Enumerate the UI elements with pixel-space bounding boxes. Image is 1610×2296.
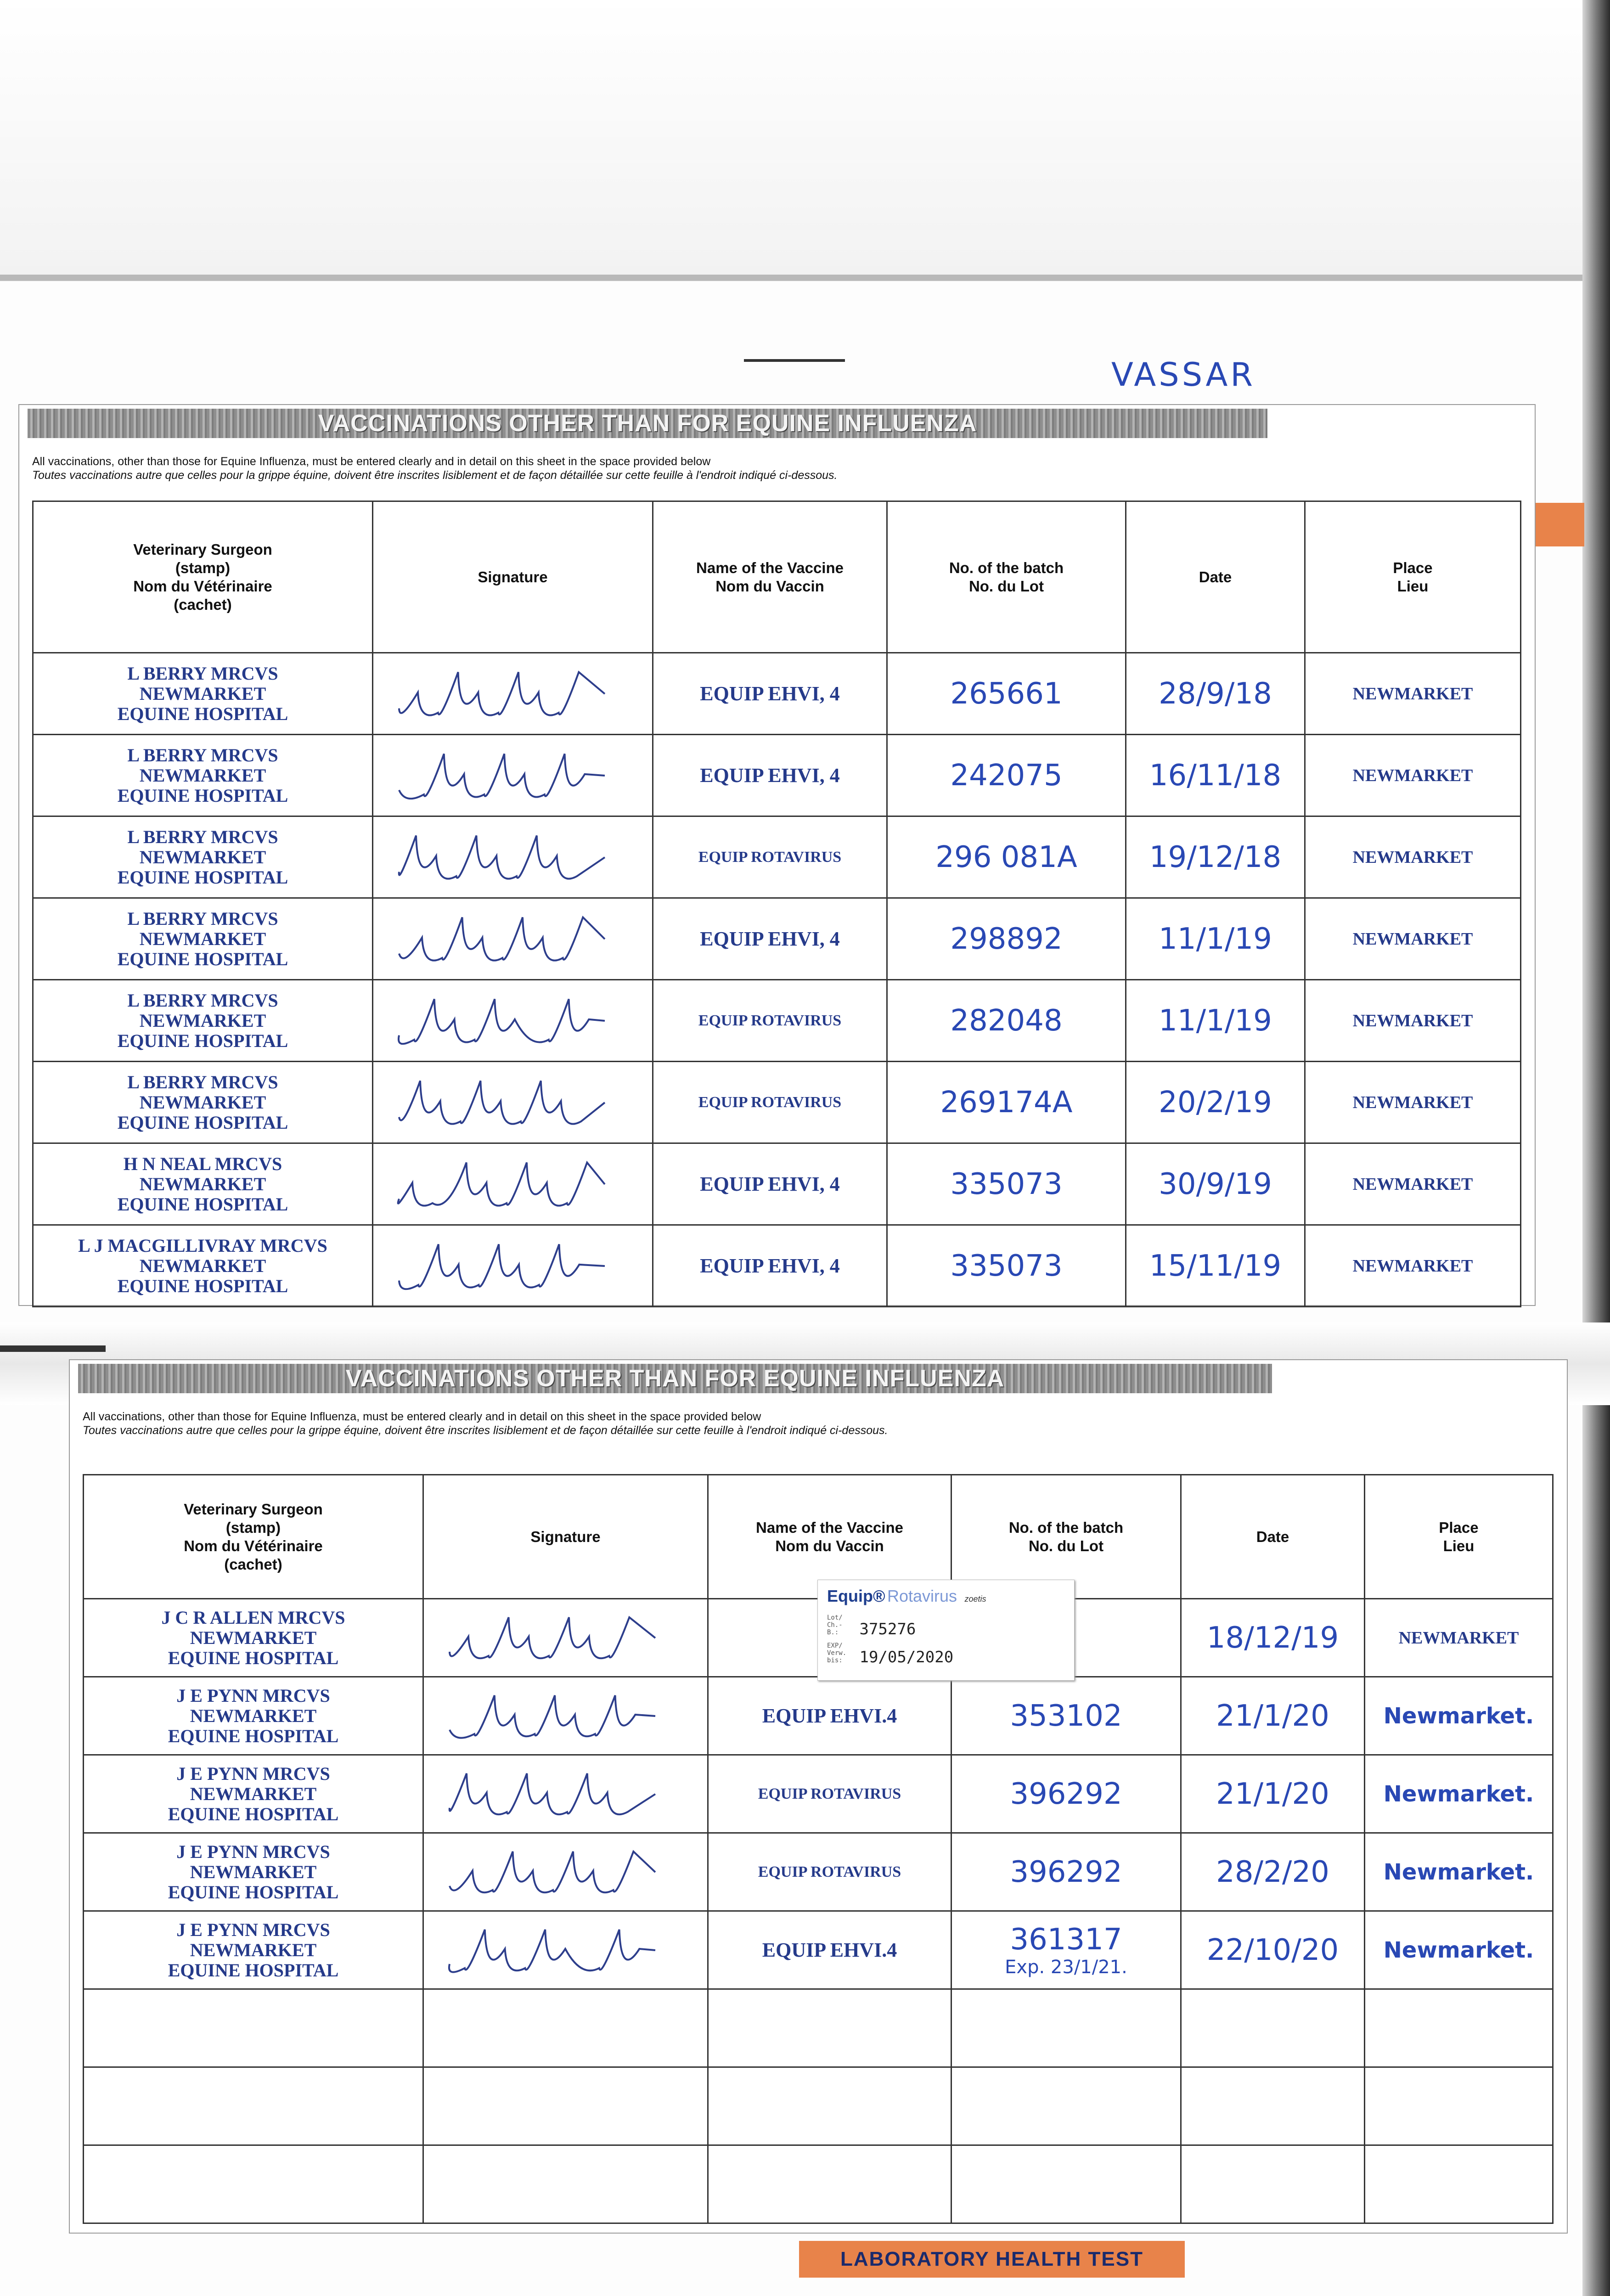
signature-scribble — [424, 1838, 681, 1907]
batch-number: 265661 — [950, 676, 1063, 711]
page-fold-mark — [0, 1345, 106, 1352]
sheet2-title-banner — [78, 1364, 1272, 1393]
vet-stamp-cell — [84, 1755, 423, 1833]
vet-name: H N NEAL MRCVS — [123, 1153, 282, 1174]
place-stamp: NEWMARKET — [1352, 1256, 1473, 1276]
place-stamp: NEWMARKET — [1352, 765, 1473, 785]
vet-stamp-cell — [84, 2145, 423, 2223]
vet-hospital: EQUINE HOSPITAL — [117, 1030, 288, 1051]
vet-name: L BERRY MRCVS — [127, 908, 278, 929]
place-cell — [1305, 980, 1521, 1062]
batch-number-cell — [887, 1062, 1126, 1143]
table-row — [33, 1062, 1521, 1143]
date-cell — [1126, 898, 1305, 980]
date-cell — [1126, 1225, 1305, 1307]
sticker-brand: Equip® — [827, 1587, 885, 1605]
table-row — [84, 1755, 1553, 1833]
pen-mark — [744, 359, 845, 362]
date-cell — [1126, 735, 1305, 816]
signature-scribble — [424, 1604, 681, 1672]
vet-stamp-cell — [33, 1225, 373, 1307]
place-cell — [1305, 898, 1521, 980]
vaccine-name-cell — [708, 1833, 951, 1911]
sticker-product: Rotavirus — [887, 1587, 957, 1605]
sticker-exp: 19/05/2020 — [859, 1648, 954, 1666]
place-stamp: NEWMARKET — [1352, 684, 1473, 703]
vet-hospital: EQUINE HOSPITAL — [117, 948, 288, 969]
date-cell — [1126, 1143, 1305, 1225]
place-cell — [1305, 1062, 1521, 1143]
header-place — [1305, 501, 1521, 653]
header-batch-line2: No. du Lot — [968, 577, 1044, 595]
vet-practice: NEWMARKET — [139, 765, 266, 786]
vet-practice: NEWMARKET — [190, 1627, 317, 1648]
batch-number: 269174A — [940, 1085, 1073, 1120]
vet-hospital: EQUINE HOSPITAL — [117, 1275, 288, 1296]
page-fold — [0, 275, 1584, 281]
batch-number: 396292 — [1010, 1777, 1122, 1811]
header-vet-line3: Nom du Vétérinaire — [184, 1537, 323, 1554]
vaccine-name: EQUIP ROTAVIRUS — [698, 848, 842, 866]
vet-name: J E PYNN MRCVS — [176, 1841, 330, 1862]
header-batch-line1: No. of the batch — [949, 559, 1064, 576]
place-cell — [1305, 1143, 1521, 1225]
handwritten-annotation: VASSAR — [1111, 356, 1255, 394]
vaccination-date: 20/2/19 — [1159, 1085, 1272, 1120]
table-row — [33, 653, 1521, 735]
place-stamp: NEWMARKET — [1398, 1628, 1519, 1648]
header-vaccine-line1: Name of the Vaccine — [696, 559, 844, 576]
place-stamp: NEWMARKET — [1352, 929, 1473, 949]
vet-stamp-cell — [84, 1677, 423, 1755]
batch-note: Exp. 23/1/21. — [1005, 1956, 1127, 1978]
place-handwritten: Newmarket. — [1383, 1937, 1534, 1963]
vet-name: L BERRY MRCVS — [127, 826, 278, 847]
scan-edge — [1582, 0, 1610, 2296]
vaccine-name-cell — [653, 653, 887, 735]
vet-practice: NEWMARKET — [139, 1173, 266, 1194]
batch-number-cell — [887, 898, 1126, 980]
table-row — [33, 816, 1521, 898]
sticker-lot-label: Lot/ Ch.-B.: — [827, 1614, 843, 1636]
vaccination-date: 16/11/18 — [1149, 758, 1282, 793]
place-cell — [1365, 1755, 1553, 1833]
place-cell — [1305, 653, 1521, 735]
place-stamp: NEWMARKET — [1352, 847, 1473, 867]
date-cell — [1181, 1677, 1365, 1755]
batch-number: 298892 — [950, 922, 1063, 956]
batch-number: 396292 — [1010, 1855, 1122, 1889]
vet-stamp-cell — [33, 735, 373, 816]
vet-hospital: EQUINE HOSPITAL — [117, 785, 288, 806]
table-row — [33, 735, 1521, 816]
vaccine-name: EQUIP EHVI, 4 — [700, 764, 840, 787]
vet-name: J E PYNN MRCVS — [176, 1919, 330, 1940]
batch-number-cell — [951, 1677, 1181, 1755]
vet-practice: NEWMARKET — [190, 1705, 317, 1726]
vet-hospital: EQUINE HOSPITAL — [168, 1803, 339, 1824]
batch-number-cell — [951, 1911, 1181, 1989]
date-cell — [1126, 816, 1305, 898]
vet-name: J E PYNN MRCVS — [176, 1763, 330, 1784]
vet-hospital: EQUINE HOSPITAL — [168, 1881, 339, 1902]
vaccine-name-cell — [708, 1677, 951, 1755]
table-row — [84, 1989, 1553, 2067]
table-row — [84, 1911, 1553, 1989]
vet-stamp-cell — [33, 980, 373, 1062]
batch-number-cell — [951, 1755, 1181, 1833]
sheet1-title: VACCINATIONS OTHER THAN FOR EQUINE INFLUENZA — [318, 410, 977, 437]
vaccine-name-cell — [653, 1062, 887, 1143]
next-page-tab-label: LABORATORY HEALTH TEST — [840, 2248, 1143, 2270]
vet-practice: NEWMARKET — [139, 1010, 266, 1031]
signature-cell — [373, 1143, 653, 1225]
vet-hospital: EQUINE HOSPITAL — [117, 867, 288, 888]
vaccination-date: 21/1/20 — [1216, 1777, 1329, 1811]
vet-name: J C R ALLEN MRCVS — [161, 1607, 345, 1628]
vaccine-name: EQUIP EHVI, 4 — [700, 1173, 840, 1195]
header-batch-line2: No. du Lot — [1028, 1537, 1104, 1554]
vaccine-name-cell — [708, 1911, 951, 1989]
date-cell — [1181, 1833, 1365, 1911]
vet-practice: NEWMARKET — [139, 1255, 266, 1276]
signature-cell — [423, 1755, 708, 1833]
header-date: Date — [1181, 1475, 1365, 1599]
vaccine-name: EQUIP EHVI.4 — [762, 1705, 897, 1727]
vaccination-date: 11/1/19 — [1159, 922, 1272, 956]
header-signature: Signature — [373, 501, 653, 653]
vet-stamp-cell — [33, 653, 373, 735]
signature-cell — [423, 1911, 708, 1989]
signature-scribble — [424, 1916, 681, 1985]
sheet2-instruction-en: All vaccinations, other than those for Equine Influenza, must be entered clearly and in detail on this sheet in the space provided below — [83, 1410, 761, 1423]
header-vaccine-line2: Nom du Vaccin — [775, 1537, 884, 1554]
batch-number-cell — [887, 1143, 1126, 1225]
signature-cell — [373, 1225, 653, 1307]
date-cell — [1181, 2145, 1365, 2223]
header-signature: Signature — [423, 1475, 708, 1599]
vet-stamp-cell — [84, 1599, 423, 1677]
vet-hospital: EQUINE HOSPITAL — [117, 1193, 288, 1215]
vet-name: L BERRY MRCVS — [127, 990, 278, 1011]
vet-name: L BERRY MRCVS — [127, 663, 278, 684]
sticker-lot-row — [827, 1614, 1065, 1638]
vaccination-date: 21/1/20 — [1216, 1699, 1329, 1733]
sheet1-title-banner — [28, 409, 1267, 438]
vaccination-date: 18/12/19 — [1206, 1621, 1339, 1655]
next-page-tab — [799, 2241, 1185, 2278]
header-vet-line2: (stamp) — [225, 1519, 281, 1536]
vaccine-name-cell — [653, 898, 887, 980]
date-cell — [1181, 1911, 1365, 1989]
vaccine-batch-sticker — [817, 1580, 1075, 1681]
date-cell — [1181, 1755, 1365, 1833]
vaccine-name-cell — [653, 980, 887, 1062]
vet-hospital: EQUINE HOSPITAL — [168, 1725, 339, 1746]
vaccine-name-cell — [653, 735, 887, 816]
header-vaccine — [653, 501, 887, 653]
place-stamp: NEWMARKET — [1352, 1011, 1473, 1030]
signature-cell — [423, 1989, 708, 2067]
batch-number: 335073 — [950, 1249, 1063, 1283]
table-row — [84, 2067, 1553, 2145]
signature-scribble — [373, 1230, 630, 1302]
sticker-maker: zoetis — [964, 1594, 986, 1604]
vaccine-name: EQUIP ROTAVIRUS — [698, 1012, 842, 1029]
place-stamp: NEWMARKET — [1352, 1174, 1473, 1194]
signature-cell — [423, 1833, 708, 1911]
sticker-exp-row — [827, 1642, 1065, 1666]
header-date: Date — [1126, 501, 1305, 653]
batch-number-cell — [951, 2067, 1181, 2145]
signature-cell — [373, 898, 653, 980]
table-row — [33, 1143, 1521, 1225]
sticker-lot: 375276 — [859, 1620, 916, 1638]
sheet2-instructions — [83, 1410, 1552, 1437]
header-place-line1: Place — [1393, 559, 1433, 576]
vet-stamp-cell — [33, 898, 373, 980]
batch-number-cell — [951, 1833, 1181, 1911]
signature-cell — [423, 2067, 708, 2145]
signature-cell — [373, 816, 653, 898]
vaccine-name: EQUIP EHVI, 4 — [700, 682, 840, 705]
header-vet-line4: (cachet) — [224, 1555, 282, 1573]
vaccination-date: 30/9/19 — [1159, 1167, 1272, 1201]
vaccine-name: EQUIP ROTAVIRUS — [698, 1093, 842, 1111]
vet-name: L BERRY MRCVS — [127, 1071, 278, 1092]
table-row — [84, 1677, 1553, 1755]
vet-stamp-cell — [33, 1062, 373, 1143]
place-cell — [1305, 816, 1521, 898]
vaccine-name-cell — [653, 1143, 887, 1225]
vet-stamp-cell — [84, 1989, 423, 2067]
place-cell — [1305, 735, 1521, 816]
vet-hospital: EQUINE HOSPITAL — [117, 703, 288, 724]
signature-scribble — [373, 903, 630, 975]
batch-number: 282048 — [950, 1003, 1063, 1038]
vaccine-name-cell — [708, 1989, 951, 2067]
vet-name: L J MACGILLIVRAY MRCVS — [78, 1235, 327, 1256]
date-cell — [1126, 1062, 1305, 1143]
table-row — [33, 980, 1521, 1062]
signature-scribble — [424, 1760, 681, 1829]
vaccination-date: 22/10/20 — [1206, 1933, 1339, 1967]
place-handwritten: Newmarket. — [1383, 1703, 1534, 1729]
signature-scribble — [373, 1066, 630, 1139]
header-vet-line1: Veterinary Surgeon — [184, 1500, 323, 1518]
vaccination-date: 19/12/18 — [1149, 840, 1282, 874]
batch-number: 242075 — [950, 758, 1063, 793]
batch-number-cell — [951, 2145, 1181, 2223]
table-row — [84, 2145, 1553, 2223]
signature-scribble — [424, 1682, 681, 1750]
signature-scribble — [373, 985, 630, 1057]
place-cell — [1365, 1911, 1553, 1989]
vaccine-name: EQUIP EHVI, 4 — [700, 928, 840, 950]
signature-cell — [373, 980, 653, 1062]
header-place — [1365, 1475, 1553, 1599]
place-cell — [1365, 2067, 1553, 2145]
date-cell — [1126, 653, 1305, 735]
signature-scribble — [373, 821, 630, 894]
date-cell — [1181, 1989, 1365, 2067]
place-cell — [1365, 1833, 1553, 1911]
batch-number-cell — [887, 1225, 1126, 1307]
place-stamp: NEWMARKET — [1352, 1092, 1473, 1112]
date-cell — [1126, 980, 1305, 1062]
header-vet — [33, 501, 373, 653]
sheet1-instructions — [32, 455, 1502, 482]
table-row — [84, 1833, 1553, 1911]
vet-practice: NEWMARKET — [139, 1092, 266, 1113]
batch-number: 296 081A — [935, 840, 1077, 874]
signature-scribble — [373, 1148, 630, 1221]
table-row — [33, 898, 1521, 980]
vaccination-date: 28/2/20 — [1216, 1855, 1329, 1889]
vet-practice: NEWMARKET — [139, 928, 266, 949]
vet-name: L BERRY MRCVS — [127, 744, 278, 765]
batch-number-cell — [951, 1989, 1181, 2067]
sticker-exp-label: EXP/ Verw. bis: — [827, 1642, 847, 1664]
sheet1-instruction-fr: Toutes vaccinations autre que celles pour la grippe équine, doivent être inscrites lisiblement et de façon détaillée sur cette feuille à l'endroit indiqué ci-dessous. — [32, 469, 838, 482]
signature-cell — [423, 1677, 708, 1755]
signature-cell — [373, 1062, 653, 1143]
vet-practice: NEWMARKET — [190, 1939, 317, 1960]
place-cell — [1305, 1225, 1521, 1307]
batch-number-cell — [887, 816, 1126, 898]
vaccine-name-cell — [653, 1225, 887, 1307]
vaccine-name: EQUIP EHVI, 4 — [700, 1255, 840, 1277]
batch-number: 361317 — [1010, 1922, 1122, 1957]
vaccination-date: 15/11/19 — [1149, 1249, 1282, 1283]
table-row — [33, 1225, 1521, 1307]
header-vet-line4: (cachet) — [174, 596, 232, 613]
batch-number-cell — [887, 653, 1126, 735]
place-cell — [1365, 1677, 1553, 1755]
vet-stamp-cell — [33, 816, 373, 898]
place-cell — [1365, 2145, 1553, 2223]
vet-hospital: EQUINE HOSPITAL — [168, 1647, 339, 1668]
vet-practice: NEWMARKET — [139, 683, 266, 704]
vet-name: J E PYNN MRCVS — [176, 1685, 330, 1706]
vaccine-name: EQUIP EHVI.4 — [762, 1939, 897, 1961]
signature-scribble — [373, 739, 630, 812]
vaccination-date: 11/1/19 — [1159, 1003, 1272, 1038]
vet-stamp-cell — [84, 1911, 423, 1989]
vaccine-name-cell — [708, 1755, 951, 1833]
sticker-brand-line — [827, 1587, 1065, 1606]
sheet1-vaccination-table — [32, 501, 1521, 1307]
vet-stamp-cell — [33, 1143, 373, 1225]
date-cell — [1181, 2067, 1365, 2145]
batch-number: 353102 — [1010, 1699, 1122, 1733]
place-cell — [1365, 1599, 1553, 1677]
batch-number-cell — [887, 980, 1126, 1062]
header-place-line2: Lieu — [1397, 577, 1429, 595]
sheet2-instruction-fr: Toutes vaccinations autre que celles pour la grippe équine, doivent être inscrites lisiblement et de façon détaillée sur cette feuille à l'endroit indiqué ci-dessous. — [83, 1424, 888, 1437]
vet-practice: NEWMARKET — [190, 1783, 317, 1804]
signature-cell — [423, 2145, 708, 2223]
vaccine-name: EQUIP ROTAVIRUS — [758, 1863, 901, 1880]
place-handwritten: Newmarket. — [1383, 1781, 1534, 1807]
place-handwritten: Newmarket. — [1383, 1859, 1534, 1885]
vet-stamp-cell — [84, 2067, 423, 2145]
scan-background — [0, 0, 1610, 280]
vet-hospital: EQUINE HOSPITAL — [117, 1112, 288, 1133]
date-cell — [1181, 1599, 1365, 1677]
signature-scribble — [373, 658, 630, 730]
header-batch — [887, 501, 1126, 653]
signature-cell — [423, 1599, 708, 1677]
header-vet-line2: (stamp) — [175, 559, 231, 576]
vaccine-name-cell — [708, 2145, 951, 2223]
header-vet-line1: Veterinary Surgeon — [133, 540, 272, 558]
vaccination-date: 28/9/18 — [1159, 676, 1272, 711]
header-vet — [84, 1475, 423, 1599]
batch-number: 335073 — [950, 1167, 1063, 1201]
sheet2-title: VACCINATIONS OTHER THAN FOR EQUINE INFLUENZA — [345, 1365, 1005, 1392]
batch-number-cell — [887, 735, 1126, 816]
vet-practice: NEWMARKET — [139, 846, 266, 867]
vaccine-name: EQUIP ROTAVIRUS — [758, 1785, 901, 1802]
place-cell — [1365, 1989, 1553, 2067]
vaccine-name-cell — [708, 2067, 951, 2145]
vet-practice: NEWMARKET — [190, 1861, 317, 1882]
vaccine-name-cell — [653, 816, 887, 898]
header-place-line1: Place — [1439, 1519, 1479, 1536]
signature-cell — [373, 653, 653, 735]
header-vet-line3: Nom du Vétérinaire — [133, 577, 272, 595]
header-vaccine-line1: Name of the Vaccine — [756, 1519, 903, 1536]
header-batch-line1: No. of the batch — [1008, 1519, 1124, 1536]
signature-cell — [373, 735, 653, 816]
sheet1-instruction-en: All vaccinations, other than those for Equine Influenza, must be entered clearly and in detail on this sheet in the space provided below — [32, 455, 711, 468]
vet-hospital: EQUINE HOSPITAL — [168, 1959, 339, 1981]
header-vaccine-line2: Nom du Vaccin — [715, 577, 824, 595]
vet-stamp-cell — [84, 1833, 423, 1911]
header-place-line2: Lieu — [1443, 1537, 1475, 1554]
